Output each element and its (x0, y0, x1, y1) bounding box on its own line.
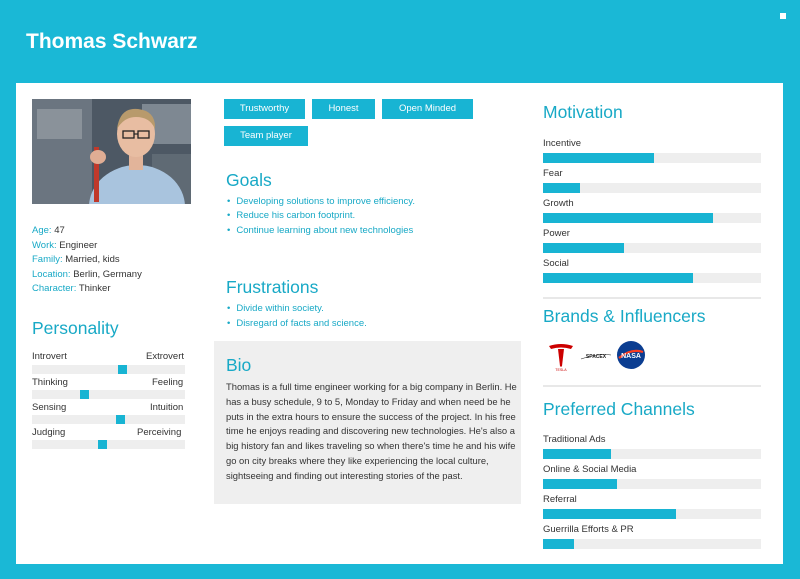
channel-traditional-ads-label: Traditional Ads (543, 434, 606, 445)
section-divider (543, 385, 761, 387)
channel-bar (543, 509, 761, 519)
tag-trustworthy: Trustworthy (224, 99, 305, 119)
motivation-bar (543, 213, 761, 223)
slider-knob[interactable] (116, 415, 125, 424)
profile-age: Age: 47 (32, 225, 65, 236)
corner-marker (780, 13, 786, 19)
bio-heading: Bio (226, 355, 252, 375)
channel-bar (543, 479, 761, 489)
motivation-social-label: Social (543, 258, 569, 269)
motivation-bar (543, 153, 761, 163)
tag-team-player: Team player (224, 126, 308, 146)
channel-referral-label: Referral (543, 494, 577, 505)
channel-bar-fill (543, 509, 676, 519)
channel-online-social-label: Online & Social Media (543, 464, 637, 475)
svg-text:NASA: NASA (621, 353, 641, 360)
slider-knob[interactable] (98, 440, 107, 449)
trait-extrovert-label: Extrovert (146, 351, 185, 362)
frustrations-heading: Frustrations (226, 277, 319, 297)
motivation-bar-fill (543, 213, 713, 223)
profile-location: Location: Berlin, Germany (32, 268, 142, 280)
trait-slider[interactable] (32, 415, 185, 424)
goal-item: • Developing solutions to improve efficiency. (227, 196, 415, 207)
channel-bar-fill (543, 449, 611, 459)
motivation-fear-label: Fear (543, 168, 563, 179)
spacex-logo (579, 348, 613, 366)
motivation-bar (543, 273, 761, 283)
profile-family: Family: Married, kids (32, 254, 120, 266)
motivation-incentive-label: Incentive (543, 138, 582, 149)
trait-slider[interactable] (32, 440, 185, 449)
profile-character: Character: Thinker (32, 283, 111, 295)
page-title: Thomas Schwarz (26, 30, 198, 53)
channel-bar (543, 449, 761, 459)
motivation-bar-fill (543, 243, 624, 253)
channel-bar-fill (543, 479, 617, 489)
motivation-growth-label: Growth (543, 198, 574, 209)
trait-feeling-label: Feeling (152, 377, 184, 388)
nasa-logo (616, 340, 646, 375)
bio-text: Thomas is a full time engineer working for a big company in Berlin. He has a busy schedule, 9 to 5, Monday to Friday and when need be he puts in the extra hours to ensure the success of the project. In his free time he enjoys reading and discovering new technologies. He's also a big history fan and likes traveling so when there's time he and his wife go on city breaks where they like experiencing the local culture, sightseeing and finding out interesting stories of the past. (226, 381, 517, 481)
profile-info (32, 224, 142, 297)
tag-honest: Honest (312, 99, 375, 119)
tesla-logo (545, 340, 577, 377)
trait-judging-label: Judging (32, 427, 66, 438)
channel-guerrilla-label: Guerrilla Efforts & PR (543, 524, 634, 535)
frustration-item: • Disregard of facts and science. (227, 318, 367, 329)
goals-heading: Goals (226, 170, 272, 190)
motivation-power-label: Power (543, 228, 570, 239)
motivation-bar-fill (543, 273, 693, 283)
trait-perceiving-label: Perceiving (137, 427, 182, 438)
trait-intuition-label: Intuition (150, 402, 184, 413)
motivation-bar (543, 243, 761, 253)
profile-work: Work: Engineer (32, 239, 98, 251)
profile-photo (32, 99, 191, 204)
brands-heading: Brands & Influencers (543, 306, 706, 326)
section-divider (543, 297, 761, 299)
trait-thinking-label: Thinking (32, 377, 68, 388)
slider-knob[interactable] (80, 390, 89, 399)
svg-text:TESLA: TESLA (555, 368, 567, 372)
slider-knob[interactable] (118, 365, 127, 374)
personality-heading: Personality (32, 318, 119, 338)
channel-bar-fill (543, 539, 574, 549)
goal-item: • Continue learning about new technologies (227, 225, 413, 236)
trait-slider[interactable] (32, 365, 185, 374)
motivation-heading: Motivation (543, 102, 623, 122)
frustration-item: • Divide within society. (227, 303, 324, 314)
channel-bar (543, 539, 761, 549)
trait-slider[interactable] (32, 390, 185, 399)
motivation-bar (543, 183, 761, 193)
channels-heading: Preferred Channels (543, 399, 695, 419)
svg-text:SPACEX: SPACEX (585, 354, 607, 360)
motivation-bar-fill (543, 153, 654, 163)
trait-sensing-label: Sensing (32, 402, 67, 413)
motivation-bar-fill (543, 183, 580, 193)
tag-open-minded: Open Minded (382, 99, 473, 119)
goal-item: • Reduce his carbon footprint. (227, 210, 355, 221)
trait-introvert-label: Introvert (32, 351, 67, 362)
